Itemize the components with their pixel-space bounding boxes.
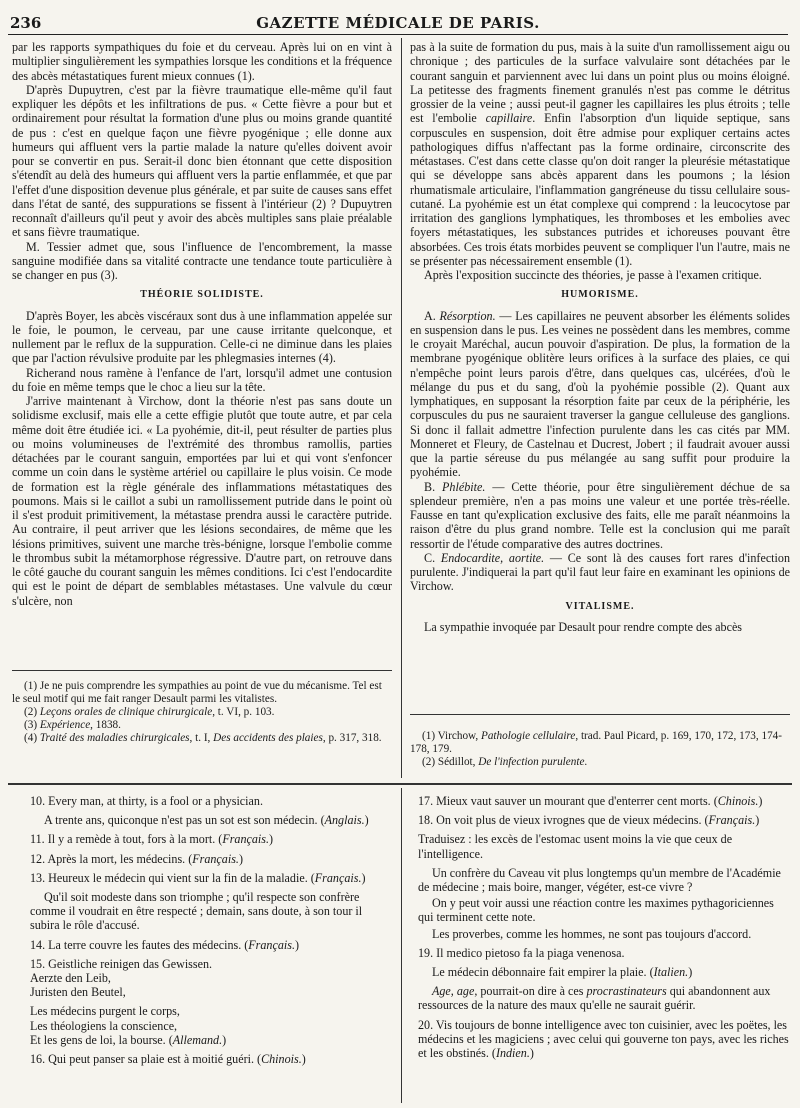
footnote: (2) Sédillot, De l'infection purulente. xyxy=(422,756,588,768)
right-paragraph: B. Phlébite. — Cette théorie, pour être singulièrement déchue de sa splendeur première, n'en a pas moins une valeur et une portée très-réelle. Fausse en tant qu'explication exclusive des faits, elle me paraît néanmoins la raison d'être du plus grand nombre. Telle est la conclusion qui me paraît ressortir de l'étude comparative des autres doctrines. xyxy=(410,479,790,551)
column-divider xyxy=(401,788,402,1103)
section-separator xyxy=(8,783,792,785)
page-header xyxy=(8,12,788,35)
right-column xyxy=(410,40,790,710)
section-heading: VITALISME. xyxy=(565,600,635,612)
footnote-rule xyxy=(12,670,392,671)
proverb: On y peut voir aussi une réaction contre les maximes pythagoriciennes qui terminent cette note. xyxy=(418,896,774,925)
proverb: 10. Every man, at thirty, is a fool or a physician. xyxy=(30,794,263,808)
left-paragraph: D'après Dupuytren, c'est par la fièvre traumatique elle-même qu'il faut expliquer les dépôts et les infiltrations de pus. « Cette fièvre a pour but et ordinairement pour résultat la formation d'une plus ou moins grande quantité de pus : c'est en quelque façon une fièvre pyogénique ; elle donne aux humeurs qui affluent vers la partie malade la nature qu'elles doivent avoir pour se convertir en pus. Serait-il donc bien étonnant que cette disposition s'étendît au delà des humeurs qui affluent vers la partie enflammée, et que par l'effet d'une disposition devenue plus générale, et par suite de causes sans effet dans l'état de santé, des suppurations se fissent à l'intérieur (2) ? Dupuytren reconnaît d'ailleurs qu'il peut y avoir des abcès multiples sans plaie préalable et sans fièvre traumatique. xyxy=(12,82,392,240)
left-paragraph: M. Tessier admet que, sous l'influence de l'encombrement, la masse sanguine modifiée dans sa vitalité contracte une tendance toute particulière à se changer en pus (3). xyxy=(12,239,392,282)
right-paragraph: C. Endocardite, aortite. — Ce sont là des causes fort rares d'infection purulente. J'indiquerai la part qu'il faut leur faire en examinant les opinions de Virchow. xyxy=(410,550,790,594)
proverb: A trente ans, quiconque n'est pas un sot est son médecin. (Anglais.) xyxy=(44,813,369,828)
proverbs-right xyxy=(418,794,790,1104)
footnote: (2) Leçons orales de clinique chirurgicale, t. VI, p. 103. xyxy=(24,706,275,718)
right-paragraph: A. Résorption. — Les capillaires ne peuvent absorber les éléments solides en suspension dans le pus. Les veines ne possèdent dans les membres, comme le croyait Maréchal, aucun pouvoir d'aspiration. De plus, la formation de la membrane pyogénique oblitère leurs orifices à la surface des plaies, ce qui n'empêche point leurs parois d'être, dans quelques cas, ulcérées, d'où le mélange du pus et du sang, d'où la pyohémie possible (2). Quant aux lymphatiques, en supposant la résorption faite par ceux de la périphérie, les corpuscules du pus ne sauraient traverser la gangue celluleuse des ganglions. Si donc il fallait admettre l'infection purulente dans les cas cités par MM. Monneret et Fleury, de Castelnau et Ducrest, Jobert ; il faudrait avouer aussi que la partie séreuse du pus mélangée au sang suffit pour produire la pyohémie. xyxy=(410,308,790,480)
proverb: Age, age, pourrait-on dire à ces procrastinateurs qui abandonnent aux ressources de la nature des maux qu'elle ne saurait guérir. xyxy=(418,984,771,1013)
journal-title: GAZETTE MÉDICALE DE PARIS. xyxy=(256,14,540,32)
proverb: 13. Heureux le médecin qui vient sur la fin de la maladie. (Français.) xyxy=(30,870,366,885)
footnote: (1) Virchow, Pathologie cellulaire, trad. Paul Picard, p. 169, 170, 172, 173, 174-178, 179. xyxy=(410,730,782,755)
left-paragraph: D'après Boyer, les abcès viscéraux sont dus à une inflammation appelée sur le foie, le poumon, le cerveau, par une cause irritante quelconque, et nullement par le reflux de la suppuration. Celle-ci ne diminue dans les plaies que par l'action révulsive produite par les phlegmasies internes (4). xyxy=(12,308,392,366)
proverb: Les médecins purgent le corps, Les théologiens la conscience, Et les gens de loi, la bourse. (Allemand.) xyxy=(30,1004,227,1047)
left-paragraph: Richerand nous ramène à l'enfance de l'art, lorsqu'il admet une contusion du foie en même temps que le choc a lieu sur la tête. xyxy=(12,365,392,394)
proverb: Un confrère du Caveau vit plus longtemps qu'un membre de l'Académie de médecine ; mais boire, manger, végéter, est-ce vivre ? xyxy=(418,865,781,895)
proverb: Les proverbes, comme les hommes, ne sont pas toujours d'accord. xyxy=(432,926,752,941)
right-footnotes xyxy=(410,730,790,775)
left-column xyxy=(12,40,392,665)
left-paragraph: par les rapports sympathiques du foie et du cerveau. Après lui on en vint à multiplier singulièrement les sympathies lorsque les conditions et la fréquence des abcès métastatiques furent mieux connues (1). xyxy=(12,40,392,83)
section-heading: THÉORIE SOLIDISTE. xyxy=(140,289,264,301)
left-footnotes xyxy=(12,680,392,775)
proverb: 11. Il y a remède à tout, fors à la mort. (Français.) xyxy=(30,832,274,847)
footnote: (1) Je ne puis comprendre les sympathies au point de vue du mécanisme. Tel est le seul motif qui me fait ranger Desault parmi les vitalistes. xyxy=(12,680,382,705)
proverb: 18. On voit plus de vieux ivrognes que de vieux médecins. (Français.) xyxy=(418,813,760,828)
proverb: Le médecin débonnaire fait empirer la plaie. (Italien.) xyxy=(432,965,693,980)
proverb: 19. Il medico pietoso fa la piaga venenosa. xyxy=(418,945,625,960)
proverb: 15. Geistliche reinigen das Gewissen. Aerzte den Leib, Juristen den Beutel, xyxy=(30,956,213,1000)
page-number: 236 xyxy=(10,14,42,32)
right-paragraph: pas à la suite de formation du pus, mais à la suite d'un ramollissement aigu ou chronique ; des particules de la surface valvulaire sont détachées par le courant sanguin et parviennent avec lui dans un point plus ou moins éloigné. La petitesse des fragments finement granulés n'est pas comme le détritus grossier de la veine ; aussi peut-il gagner les capillaires les plus étroits ; telle est l'embolie capillaire. Enfin l'absorption d'un liquide septique, sans corpuscules en suspension, doit être admise pour expliquer certains actes pathologiques diffus n'affectant pas la forme ordinaire, circonscrite des métastases. C'est dans cette classe qu'on doit ranger la pleurésie métastatique qui se développe sans abcès apparent dans les poumons ; la lésion rhumatismale articulaire, l'inflammation gangréneuse du tissu cellulaire sous-cutané. La pyohémie est un état complexe qui comprend : la leucocytose par irritation des ganglions lymphatiques, les thromboses et les embolies avec foyers métastatiques, les substances putrides et ichoreuses pouvant être absorbées. Ces trois états morbides peuvent se compliquer l'un l'autre, mais ne se présenter pas nécessairement ensemble (1). xyxy=(410,40,790,268)
right-paragraph: La sympathie invoquée par Desault pour rendre compte des abcès xyxy=(424,619,743,634)
proverb: Qu'il soit modeste dans son triomphe ; qu'il respecte son confrère comme il voudrait en être respecté ; demain, sans doute, à son tour il subira le rôle d'accusé. xyxy=(30,890,363,933)
proverb: 17. Mieux vaut sauver un mourant que d'enterrer cent morts. (Chinois.) xyxy=(418,794,763,808)
footnote: (4) Traité des maladies chirurgicales, t. I, Des accidents des plaies, p. 317, 318. xyxy=(24,732,382,744)
proverb: 14. La terre couvre les fautes des médecins. (Français.) xyxy=(30,937,300,952)
footnote-rule xyxy=(410,714,790,715)
proverb: 16. Qui peut panser sa plaie est à moitié guéri. (Chinois.) xyxy=(30,1052,306,1067)
proverbs-left xyxy=(30,794,392,1104)
column-divider xyxy=(401,38,402,778)
proverb: Traduisez : les excès de l'estomac usent moins la vie que ceux de l'intelligence. xyxy=(418,832,733,861)
proverb: 12. Après la mort, les médecins. (Français.) xyxy=(30,851,243,866)
section-heading: HUMORISME. xyxy=(561,289,639,301)
footnote: (3) Expérience, 1838. xyxy=(24,719,121,731)
proverb: 20. Vis toujours de bonne intelligence avec ton cuisinier, avec les poëtes, les médecins et les magiciens ; avec celui qui gouverne ton pays, avec les riches et les obstinés. (Indien.) xyxy=(418,1017,789,1061)
right-paragraph: Après l'exposition succincte des théories, je passe à l'examen critique. xyxy=(424,268,762,282)
left-paragraph: J'arrive maintenant à Virchow, dont la théorie n'est pas sans doute un solidisme exclusif, mais elle a cette effigie plutôt que toute autre, et par cela même doit être étudiée ici. « La pyohémie, dit-il, peut résulter de parties plus ou moins volumineuses de l'extrémité des thrombus ramollis, parties détachées par le courant sanguin, emportées par lui et qui vont s'enfoncer comme un coin dans le système artériel ou capillaire le plus voisin. Ce mode de formation est la règle générale des inflammations métastatiques des poumons. Mais si le caillot a subi un ramollissement putride dans le point où il s'est produit primitivement, la métastase prendra aussi le caractère putride. Au contraire, il peut arriver que les lésions secondaires, de même que les lésions primitives, suivent une marche très-bénigne, lorsque l'embolie comme le thrombus subit la métamorphose régressive. D'autre part, on retrouve dans le côté gauche du courant sanguin les mêmes conditions. Ici c'est l'endocardite qui est le point de départ de semblables métastases. Une valvule du cœur s'ulcère, non xyxy=(12,394,392,608)
